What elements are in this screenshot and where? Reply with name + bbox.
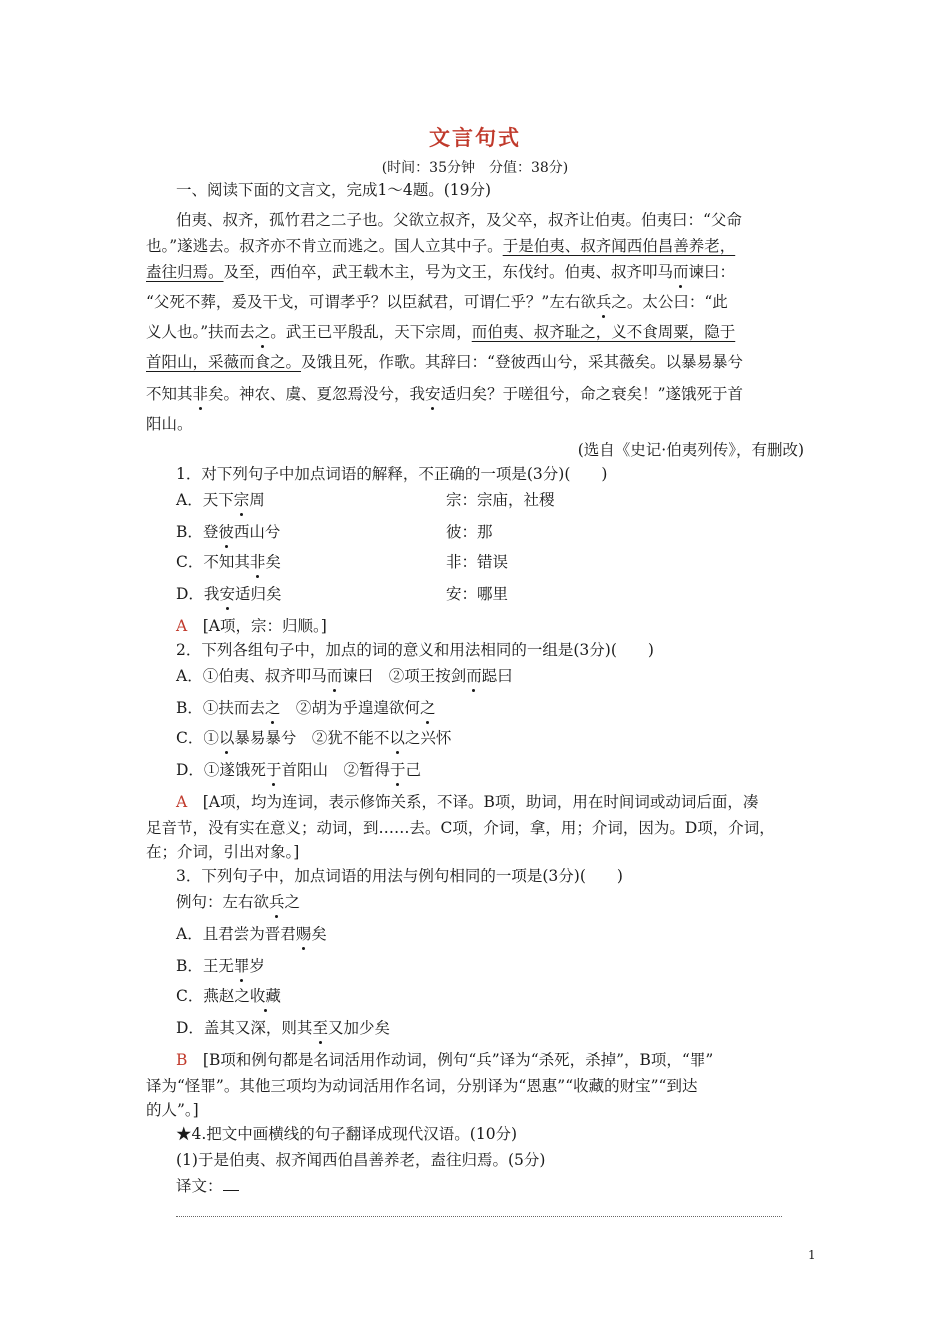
passage-text: 不知其: [146, 385, 193, 403]
option-text: C．不知其: [176, 553, 250, 571]
dotted-word: 安: [425, 385, 441, 403]
option-text: C．燕赵之: [176, 987, 250, 1005]
translation-line: [176, 1176, 239, 1196]
underlined-sentence: 首阳山，采薇而食之。: [146, 353, 302, 371]
question-stem: 2．下列各组句子中，加点的词的意义和用法相同的一组是(3分)( ): [176, 641, 654, 659]
analysis-text: 译为“怪罪”。其他三项均为动词活用作名词，分别译为“恩惠”“收藏的财宝”“到达: [146, 1077, 698, 1095]
passage-line: [146, 322, 735, 342]
time-score-info: (时间：35分钟 分值：38分): [381, 160, 569, 176]
underlined-sentence: 而伯夷、叔齐耻之，义不食周粟，隐于: [471, 323, 736, 341]
dotted-word: 以: [218, 729, 235, 747]
dotted-word: 于: [265, 761, 282, 779]
dotted-word: 而: [673, 263, 689, 281]
option-text: 之兴怀: [404, 729, 452, 747]
dotted-word: 非: [249, 553, 266, 571]
answer-analysis: [176, 616, 327, 636]
passage-line: [146, 262, 735, 282]
dotted-word: 而: [326, 667, 343, 685]
passage-text: 及至，西伯卒，武王载木主，号为文王，东伐纣。伯夷、叔齐叩马: [223, 263, 674, 281]
option-c: [176, 552, 281, 572]
dotted-word: 宗: [233, 491, 250, 509]
option-c: [176, 986, 281, 1006]
translation-label: 译文：: [176, 1177, 223, 1195]
option-text: 例句：左右欲: [176, 893, 270, 911]
answer-analysis: [176, 792, 758, 812]
option-a: [176, 666, 513, 686]
option-d: [176, 760, 421, 780]
sub-question: (1)于是伯夷、叔齐闻西伯昌善养老，盍往归焉。(5分): [176, 1151, 546, 1169]
option-text: 周: [249, 491, 265, 509]
dotted-word: 兵: [269, 893, 285, 911]
option-text: D．①遂饿死: [176, 761, 266, 779]
analysis-text: [A项，宗：归顺。]: [202, 617, 327, 635]
option-text: 岁: [249, 957, 265, 975]
page-number: 1: [808, 1248, 816, 1262]
option-text: D．盖其又深，则其: [176, 1019, 313, 1037]
passage-source: (选自《史记·伯夷列传》，有删改): [577, 441, 804, 459]
option-a: [176, 924, 327, 944]
option-c-explanation: 非：错误: [446, 553, 509, 571]
underlined-sentence: 于是伯夷、叔齐闻西伯昌善养老，: [502, 237, 736, 255]
option-c: [176, 728, 451, 748]
option-text: ②胡为乎遑遑欲何: [280, 699, 420, 717]
option-text: 适归矣: [234, 585, 282, 603]
passage-text: 义人也。”扶而去: [146, 323, 255, 341]
option-text: 谏曰 ②项王按剑: [342, 667, 467, 685]
example-sentence: [176, 892, 300, 912]
option-text: 首阳山 ②暂得: [281, 761, 390, 779]
page-title: 文言句式: [429, 126, 521, 150]
passage-line: [146, 384, 743, 404]
answer-letter: B: [176, 1051, 188, 1069]
passage-text: 。武王已平殷乱，天下宗周，: [270, 323, 472, 341]
passage-text: 也。”遂逃去。叔齐亦不肯立而逃之。国人立其中子。: [146, 237, 503, 255]
option-d: [176, 584, 281, 604]
analysis-text: 在；介词，引出对象。]: [146, 843, 300, 861]
dotted-word: 彼: [218, 523, 234, 541]
passage-text: 谏曰：: [688, 263, 736, 281]
option-text: 矣: [265, 553, 281, 571]
option-text: 己: [405, 761, 421, 779]
passage-text: 适归矣？于嗟徂兮，命之衰矣！”遂饿死于首: [440, 385, 743, 403]
option-text: D．我: [176, 585, 220, 603]
passage-line: 伯夷、叔齐，孤竹君之二子也。父欲立叔齐，及父卒，叔齐让伯夷。伯夷曰：“父命: [176, 211, 742, 229]
dotted-word: 于: [389, 761, 406, 779]
option-b-explanation: 彼：那: [446, 523, 493, 541]
passage-text: 矣。神农、虞、夏忽焉没兮，我: [208, 385, 426, 403]
passage-line: [146, 292, 728, 312]
option-b: [176, 956, 265, 976]
option-text: A．且君尝为晋君: [176, 925, 296, 943]
option-text: B．①扶而去: [176, 699, 265, 717]
option-b: [176, 522, 280, 542]
analysis-text: [A项，均为连词，表示修饰关系，不译。B项，助词，用在时间词或动词后面，凑: [202, 793, 759, 811]
passage-text: 及饿且死，作歌。其辞曰：“登彼西山兮，采其薇矣。以暴易暴兮: [301, 353, 743, 371]
option-text: 暴易暴兮 ②犹不能不: [234, 729, 390, 747]
dotted-word: 非: [192, 385, 209, 403]
answer-analysis: [176, 1050, 713, 1070]
question-stem: ★4.把文中画横线的句子翻译成现代汉语。(10分): [176, 1125, 518, 1143]
analysis-text: [B项和例句都是名词活用作动词，例句“兵”译为“杀死，杀掉”，B项，“罪”: [202, 1051, 714, 1069]
divider: [176, 1216, 782, 1217]
dotted-word: 而: [466, 667, 482, 685]
passage-text: “父死不葬，爰及干戈，可谓孝乎？以臣弑君，可谓仁乎？”左右欲: [146, 293, 596, 311]
option-d: [176, 1018, 390, 1038]
dotted-word: 赐: [295, 925, 312, 943]
passage-line: 阳山。: [146, 415, 193, 433]
section-heading: 一、阅读下面的文言文，完成1～4题。(19分): [176, 181, 492, 199]
dotted-word: 至: [312, 1019, 328, 1037]
option-b: [176, 698, 435, 718]
option-text: 西山兮: [233, 523, 281, 541]
option-text: B．王无: [176, 957, 234, 975]
option-text: C．①: [176, 729, 219, 747]
dotted-word: 兵: [595, 293, 612, 311]
option-text: 跽曰: [481, 667, 513, 685]
option-text: 之: [284, 893, 301, 911]
dotted-word: 以: [389, 729, 405, 747]
option-text: B．登: [176, 523, 219, 541]
question-stem: 3．下列句子中，加点词语的用法与例句相同的一项是(3分)( ): [176, 867, 623, 885]
dotted-word: 收藏: [249, 987, 281, 1005]
option-text: 矣: [311, 925, 327, 943]
underlined-sentence: 盍往归焉。: [146, 263, 224, 281]
passage-line: [146, 352, 743, 372]
answer-letter: A: [176, 793, 188, 811]
dotted-word: 罪: [233, 957, 250, 975]
passage-text: 之。太公曰：“此: [611, 293, 728, 311]
analysis-text: 足音节，没有实在意义；动词，到……去。C项，介词，拿，用；介词，因为。D项，介词，: [146, 819, 775, 837]
passage-line: [146, 236, 735, 256]
dotted-word: 之: [264, 699, 281, 717]
option-d-explanation: 安：哪里: [446, 585, 509, 603]
option-a-explanation: 宗：宗庙，社稷: [446, 491, 555, 509]
option-text: A．①伯夷、叔齐叩马: [176, 667, 327, 685]
dotted-word: 之: [254, 323, 271, 341]
question-stem: 1．对下列句子中加点词语的解释，不正确的一项是(3分)( ): [176, 465, 608, 483]
dotted-word: 之: [419, 699, 436, 717]
option-text: A．天下: [176, 491, 234, 509]
answer-blank[interactable]: [223, 1176, 239, 1191]
answer-letter: A: [176, 617, 188, 635]
analysis-text: 的人”。]: [146, 1101, 199, 1119]
option-text: 又加少矣: [327, 1019, 390, 1037]
dotted-word: 安: [219, 585, 235, 603]
option-a: [176, 490, 265, 510]
